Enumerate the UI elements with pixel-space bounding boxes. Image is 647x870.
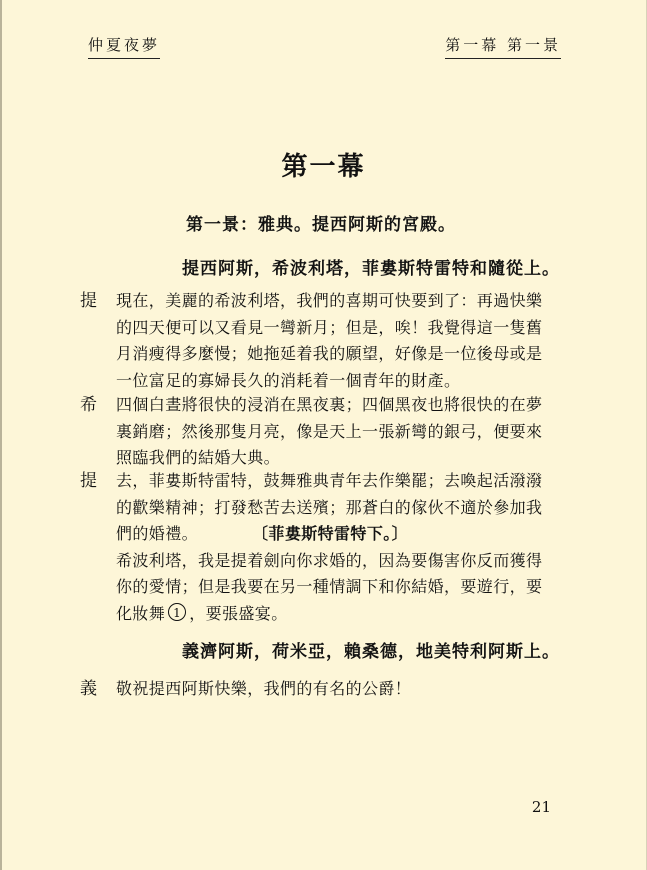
speech-line-text: ，要張盛宴。 [189, 603, 288, 623]
speech-line: 敬祝提西阿斯快樂，我們的有名的公爵！ [116, 679, 412, 698]
speech-line: 裏銷磨；然後那隻月亮，像是天上一張新彎的銀弓，便要來 [116, 421, 543, 441]
speech-line: 現在，美麗的希波利塔，我們的喜期可快要到了：再過快樂 [116, 291, 543, 310]
speaker-label: 提 [80, 471, 97, 491]
speech-block [80, 288, 570, 394]
speech-block [80, 676, 570, 703]
speech-text [116, 392, 570, 472]
speaker-label: 提 [80, 291, 97, 311]
stage-direction-entrance: 提西阿斯，希波利塔，菲婁斯特雷特和隨從上。 [182, 259, 560, 279]
speech-line: 去，菲婁斯特雷特，鼓舞雅典青年去作樂罷；去喚起活潑潑 [116, 471, 543, 490]
speech-text [116, 288, 570, 394]
speech-line [116, 521, 570, 548]
speech-line: 你的愛情；但是我要在另一種情調下和你結婚，要遊行，要 [116, 577, 543, 596]
page-number: 21 [531, 798, 551, 816]
speech-line: 照臨我們的結婚大典。 [116, 448, 281, 467]
speech-text [116, 676, 570, 703]
speech-line: 希波利塔，我是提着劍向你求婚的，因為要傷害你反而獲得 [116, 550, 543, 570]
speaker-label: 希 [80, 395, 97, 415]
stage-direction-entrance: 義濟阿斯，荷米亞，賴桑德，地美特利阿斯上。 [182, 642, 560, 662]
speech-line: 四個白晝將很快的浸消在黑夜裏；四個黑夜也將很快的在夢 [116, 395, 543, 414]
act-title: 第一幕 [281, 152, 366, 182]
page-left-edge [0, 0, 2, 870]
speech-block [80, 392, 570, 472]
scene-heading: 第一景：雅典。提西阿斯的宮殿。 [186, 215, 456, 235]
speech-block [80, 468, 570, 627]
speech-line: 的歡樂精神；打發愁苦去送殯；那蒼白的傢伙不適於參加我 [116, 497, 543, 517]
speech-line: 的四天便可以又看見一彎新月；但是，唉！我覺得這一隻舊 [116, 317, 543, 337]
speech-line: 一位富足的寡婦長久的消耗着一個青年的財產。 [116, 370, 461, 390]
footnote-marker[interactable]: 1 [168, 603, 186, 621]
speech-line: 月消瘦得多麼慢；她拖延着我的願望，好像是一位後母或是 [116, 344, 543, 363]
stage-direction-exit: 〔菲婁斯特雷特下。〕 [260, 524, 409, 543]
speech-text [116, 468, 570, 627]
running-header-section: 第一幕 第一景 [445, 34, 561, 59]
speech-line [116, 601, 570, 628]
speech-line-text: 化妝舞 [116, 603, 166, 623]
speaker-label: 義 [80, 679, 97, 699]
speech-line-text: 們的婚禮。 [116, 524, 199, 543]
running-header-title: 仲夏夜夢 [88, 34, 160, 59]
